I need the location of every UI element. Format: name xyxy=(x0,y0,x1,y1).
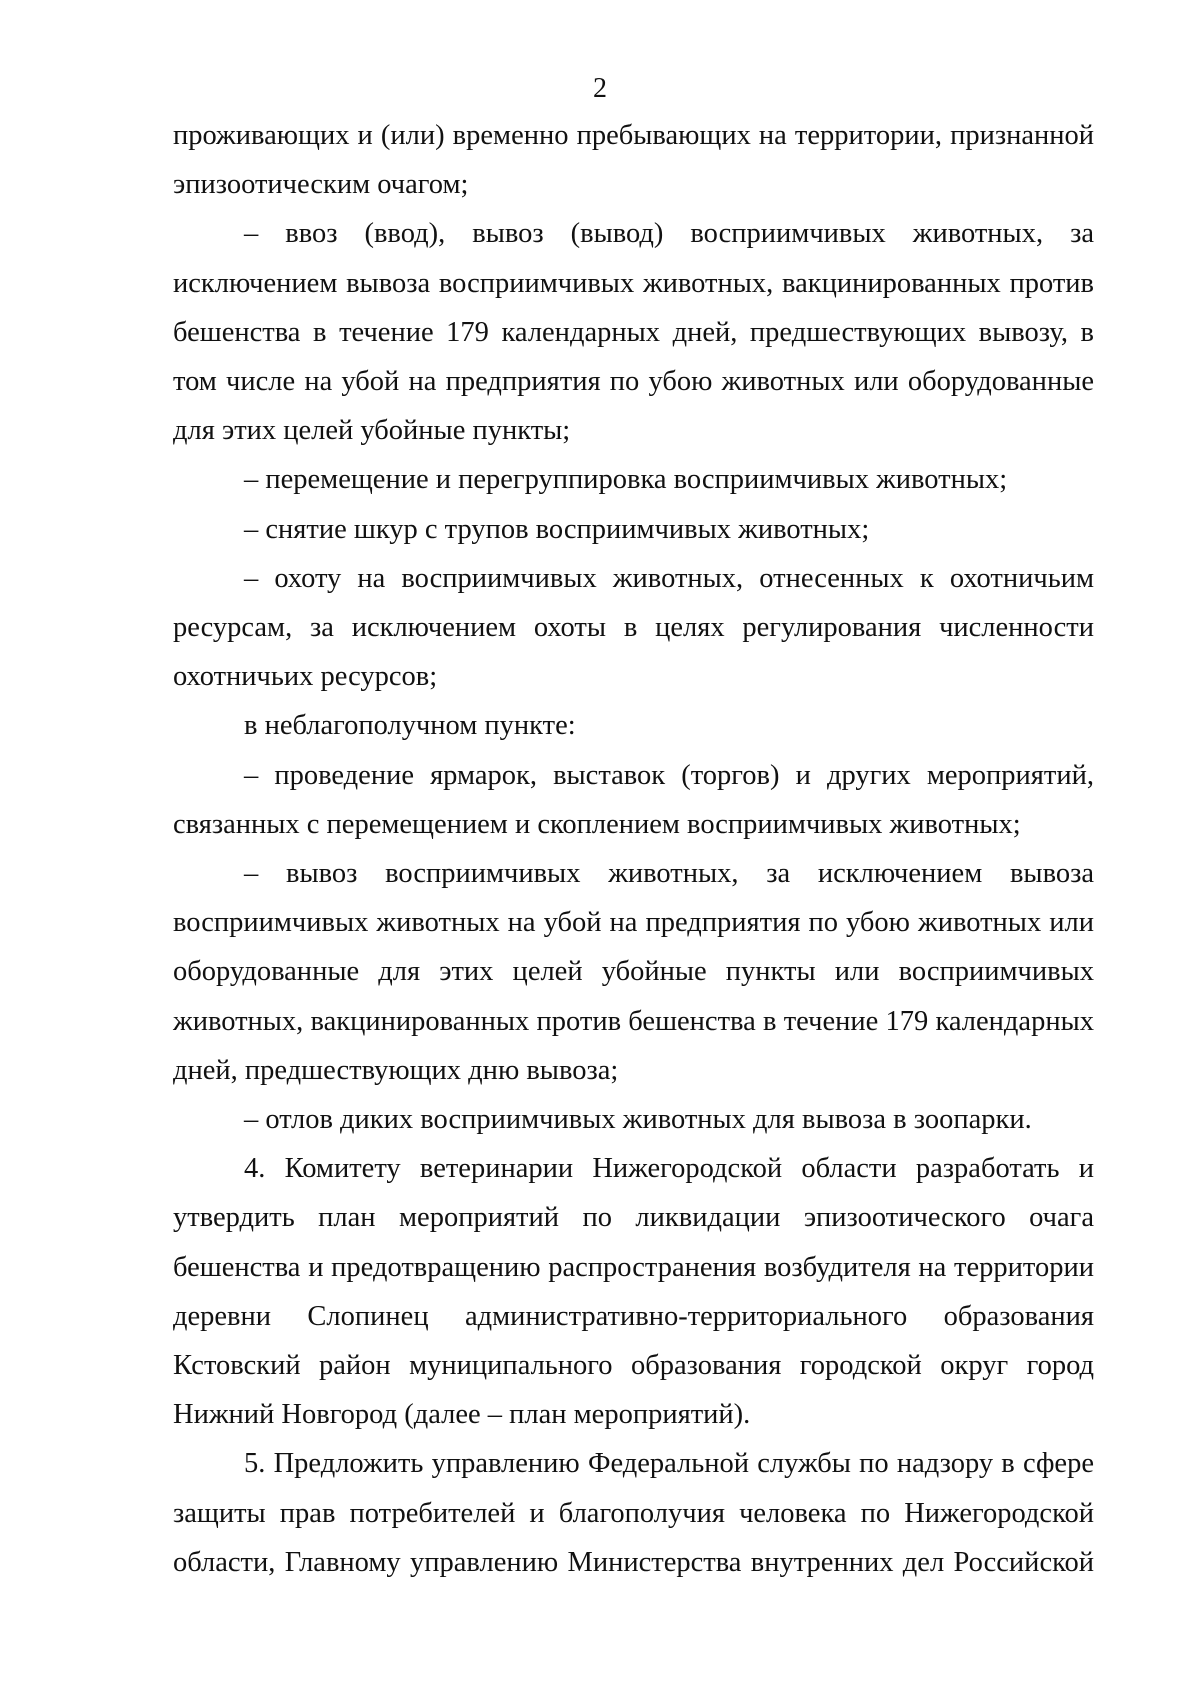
page-number: 2 xyxy=(593,73,607,104)
paragraph-unfavorable-point-heading: в неблагополучном пункте: xyxy=(244,710,576,742)
paragraph-hunting-ban: – охоту на восприимчивых животных, отнесенных к охотничьим ресурсам, за исключением охоты в целях регулирования численности охотничьих ресурсов; xyxy=(173,562,1094,693)
paragraph-item-5: 5. Предложить управлению Федеральной службы по надзору в сфере защиты прав потребителей и благополучия человека по Нижегородской области, Главному управлению Министерства внутренних дел Российской xyxy=(173,1448,1094,1578)
paragraph-capture-ban: – отлов диких восприимчивых животных для вывоза в зоопарки. xyxy=(244,1104,1032,1136)
paragraph-regrouping-ban: – перемещение и перегруппировка восприимчивых животных; xyxy=(244,464,1008,496)
paragraph-fairs-ban: – проведение ярмарок, выставок (торгов) и других мероприятий, связанных с перемещением и скоплением восприимчивых животных; xyxy=(173,759,1094,840)
paragraph-item-4: 4. Комитету ветеринарии Нижегородской области разработать и утвердить план мероприятий по ликвидации эпизоотического очага бешенства и предотвращению распространения возбудителя на территории деревни Слопинец административно-территориального образования Кстовский район муниципального образования городской округ город Нижний Новгород (далее – план мероприятий). xyxy=(173,1153,1094,1431)
paragraph-skinning-ban: – снятие шкур с трупов восприимчивых животных; xyxy=(244,513,870,545)
paragraph-export-ban: – вывоз восприимчивых животных, за исключением вывоза восприимчивых животных на убой на предприятия по убою животных или оборудованные для этих целей убойные пункты или восприимчивых животных, вакцинированных против бешенства в течение 179 календарных дней, предшествующих дню вывоза; xyxy=(173,858,1094,1086)
paragraph-continuation: проживающих и (или) временно пребывающих на территории, признанной эпизоотическим очагом; xyxy=(173,120,1094,201)
document-body xyxy=(173,111,1094,1587)
paragraph-import-export-ban: – ввоз (ввод), вывоз (вывод) восприимчивых животных, за исключением вывоза восприимчивых животных, вакцинированных против бешенства в течение 179 календарных дней, предшествующих вывозу, в том числе на убой на предприятия по убою животных или оборудованные для этих целей убойные пункты; xyxy=(173,218,1094,447)
